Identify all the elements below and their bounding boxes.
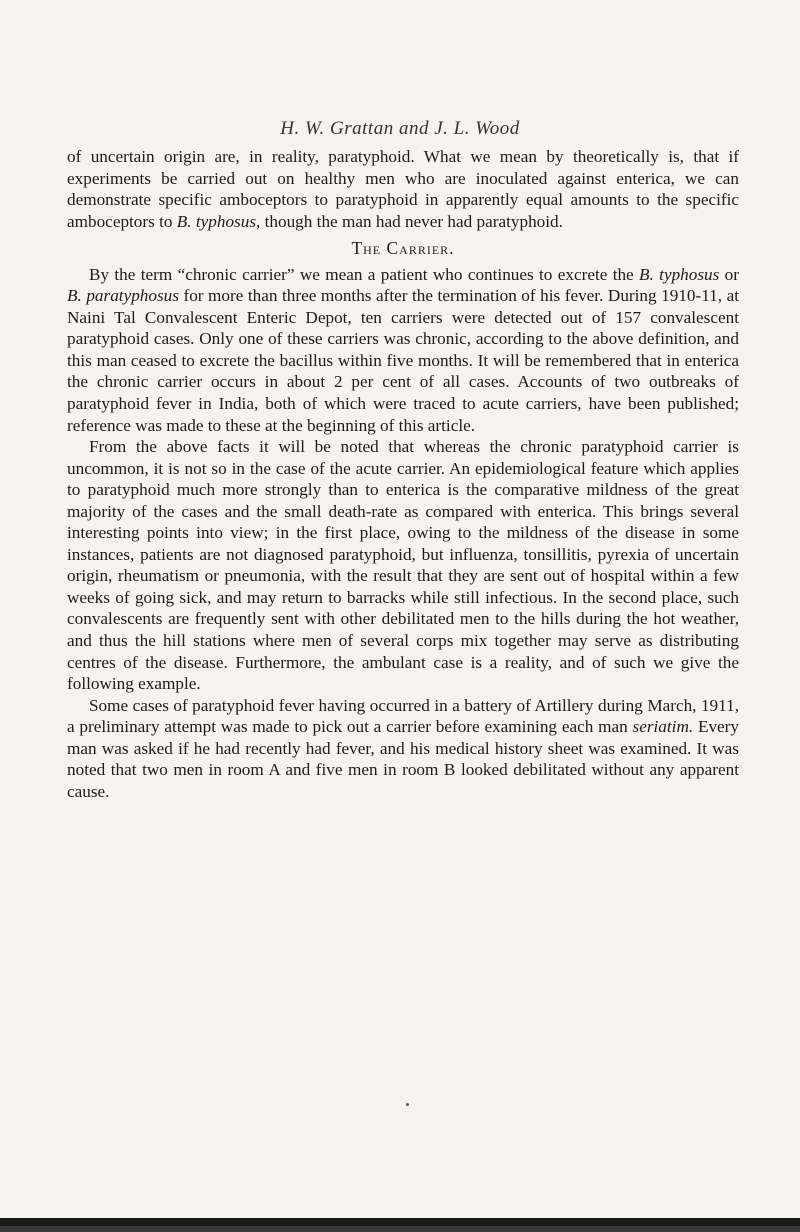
body-text — [67, 146, 739, 802]
p1-text-a: of uncertain origin are, in reality, paratyphoid. What we mean by theoretically is, that if experiments be carried out on healthy men who are inoculated against enterica, we can demonstrate specific amboceptors to paratyphoid in apparently equal amounts to the specific amboceptors to — [67, 147, 739, 231]
paragraph-2 — [67, 264, 739, 436]
bottom-edge-band — [0, 1214, 800, 1232]
section-heading: The Carrier. — [351, 238, 455, 259]
p2-text-a: By the term “chronic carrier” we mean a patient who continues to excrete the — [89, 264, 640, 284]
running-head: H. W. Grattan and J. L. Wood — [280, 118, 520, 139]
p4-text-a: Some cases of paratyphoid fever having occurred in a battery of Artillery during March, 1911, a preliminary attempt was made to pick out a carrier before examining each man — [67, 695, 739, 737]
p2-text-c: for more than three months after the termination of his fever. During 1910-11, at Naini Tal Convalescent Enteric Depot, ten carriers were detected out of 157 convalescent paratyphoid cases. Only one of these carriers was chronic, according to the above definition, and this man ceased to excrete the bacillus within five months. It will be remembered that in enterica the chronic carrier occurs in about 2 per cent of all cases. Accounts of two outbreaks of paratyphoid fever in India, both of which were traced to acute carriers, have been published; reference was made to these at the beginning of this article. — [67, 286, 740, 435]
p2-italic-2: B. paratyphosus — [67, 286, 179, 306]
p4-text-b: Every man was asked if he had recently had fever, and his medical history sheet was examined. It was noted that two men in room A and five men in room B looked debilitated without any apparent cause. — [67, 717, 740, 801]
p2-italic-1: B. typhosus — [639, 264, 720, 284]
p1-text-b: though the man had never had paratyphoid. — [260, 211, 563, 231]
ink-speck — [406, 1103, 409, 1106]
p1-italic: B. typhosus, — [176, 211, 261, 231]
p2-text-b: or — [719, 264, 739, 284]
paragraph-1 — [67, 146, 739, 232]
p4-italic: seriatim. — [632, 717, 694, 737]
paragraph-3: From the above facts it will be noted that whereas the chronic paratyphoid carrier is uncommon, it is not so in the case of the acute carrier. An epidemiological feature which applies to paratyphoid much more strongly than to enterica is the comparative mildness of the great majority of the cases and the small death-rate as compared with enterica. This brings several interesting points into view; in the first place, owing to the mildness of the disease in some instances, patients are not diagnosed paratyphoid, but influenza, tonsillitis, pyrexia of uncertain origin, rheumatism or pneumonia, with the result that they are sent out of hospital within a few weeks of going sick, and may return to barracks while still infectious. In the second place, such convalescents are frequently sent with other debilitated men to the hills during the hot weather, and thus the hill stations where men of several corps mix together may serve as distributing centres of the disease. Furthermore, the ambulant case is a reality, and of such we give the following example. — [67, 437, 739, 694]
paragraph-4 — [67, 695, 739, 803]
